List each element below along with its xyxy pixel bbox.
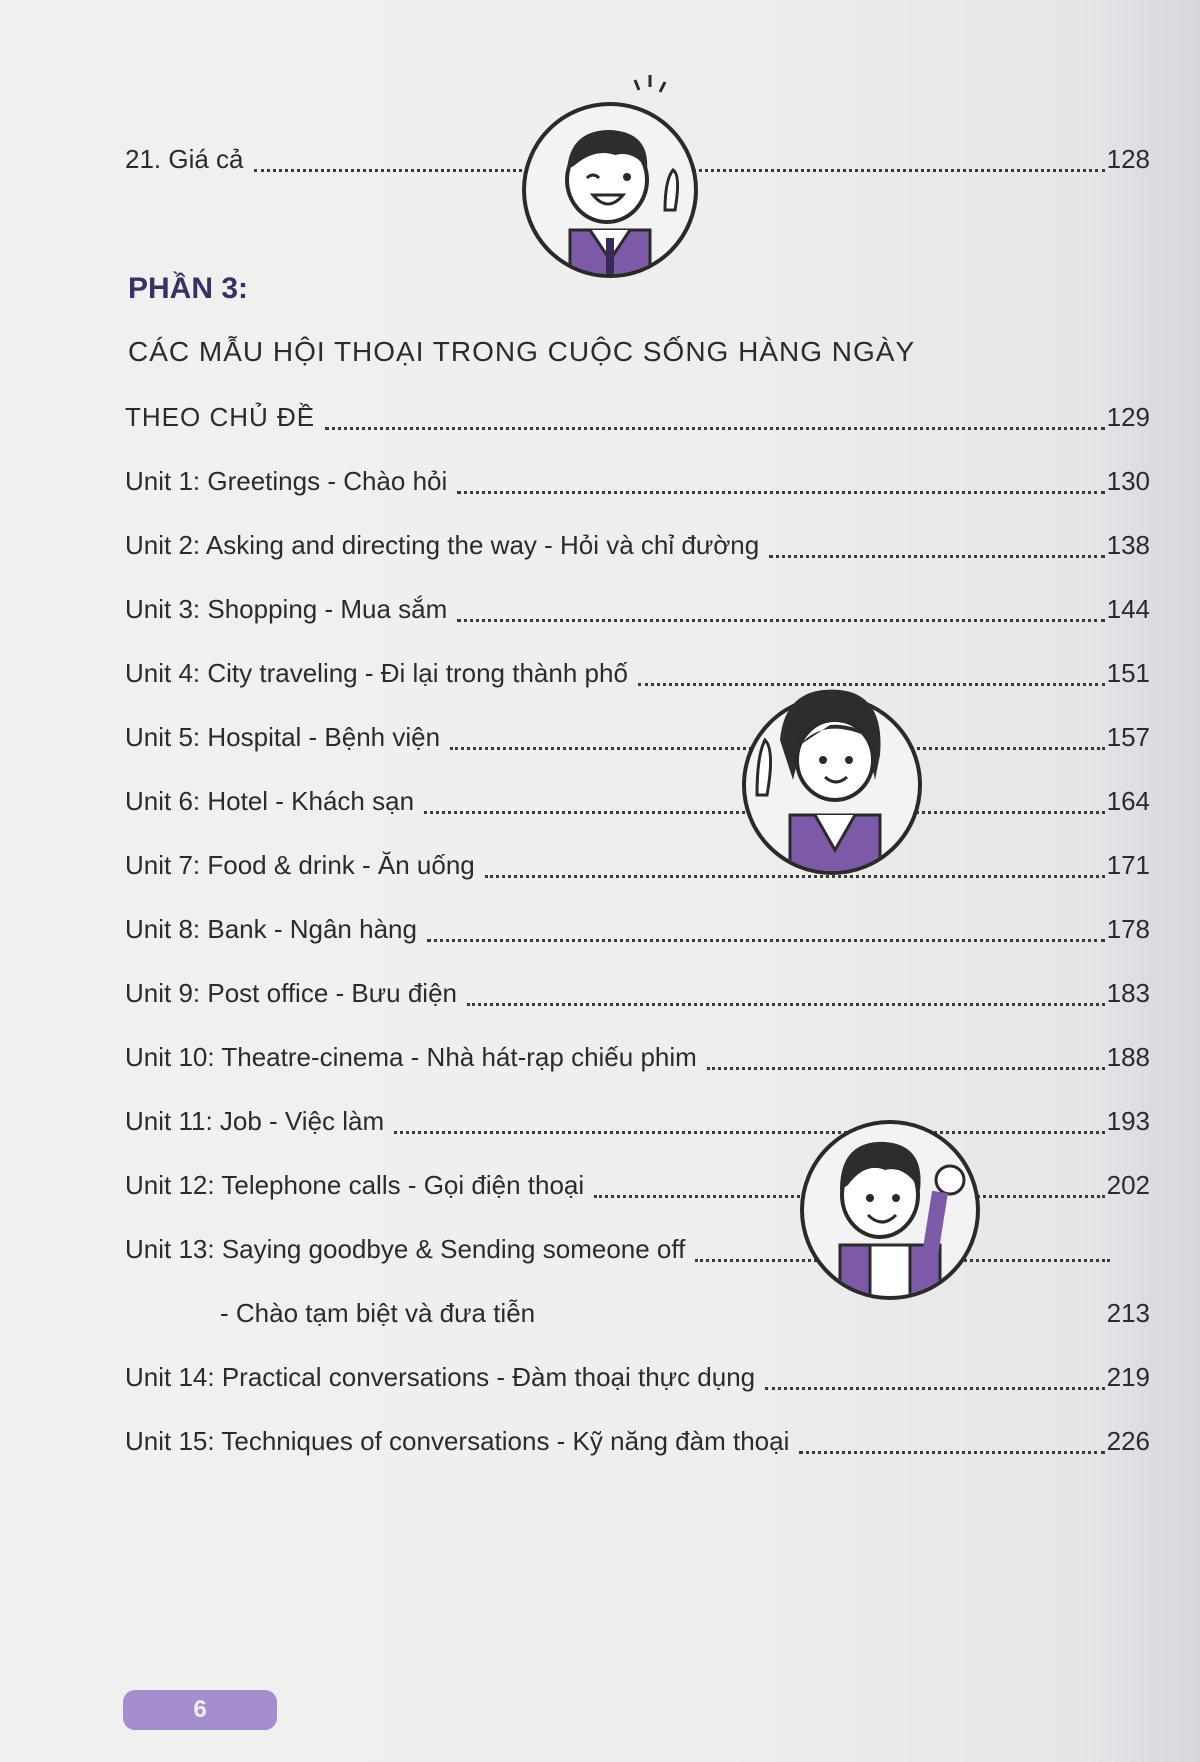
toc-row-unit-4: [125, 658, 1150, 698]
leader-dots: [325, 425, 1104, 430]
toc-title: Unit 9: Post office - Bưu điện: [125, 978, 457, 1008]
leader-dots: [457, 617, 1104, 622]
leader-dots: [765, 1385, 1104, 1390]
toc-page-number: 226: [1106, 1426, 1150, 1456]
toc-row-unit-5: [125, 722, 1150, 762]
leader-dots: [457, 489, 1104, 494]
leader-dots: [799, 1449, 1104, 1454]
toc-row-unit-12: [125, 1170, 1150, 1210]
toc-row-unit-1: [125, 466, 1150, 506]
toc-page-number: 144: [1106, 594, 1150, 624]
boy-winking-illustration: [515, 60, 715, 290]
page-number-tab: [123, 1690, 277, 1730]
leader-dots: [427, 937, 1105, 942]
toc-page-number: 188: [1106, 1042, 1150, 1072]
toc-page-number: 193: [1106, 1106, 1150, 1136]
toc-page-number: 183: [1106, 978, 1150, 1008]
toc-page-number: 151: [1106, 658, 1150, 688]
toc-title: Unit 15: Techniques of conversations - Kỹ năng đàm thoại: [125, 1426, 790, 1456]
section-subtitle: CÁC MẪU HỘI THOẠI TRONG CUỘC SỐNG HÀNG NGÀY: [128, 336, 916, 367]
toc-row-unit-15: [125, 1426, 1150, 1466]
toc-page-number: 202: [1106, 1170, 1150, 1200]
toc-page-number: 213: [1106, 1298, 1150, 1328]
page-number: 6: [193, 1696, 207, 1723]
toc-page-number: 219: [1106, 1362, 1150, 1392]
leader-dots: [467, 1001, 1105, 1006]
toc-page-number: 128: [1106, 144, 1150, 174]
toc-title: Unit 3: Shopping - Mua sắm: [125, 594, 448, 624]
toc-title: Unit 11: Job - Việc làm: [125, 1106, 385, 1136]
boy-cheering-illustration: [800, 1080, 990, 1320]
toc-page-number: 138: [1106, 530, 1150, 560]
toc-row-unit-7: [125, 850, 1150, 890]
toc-row-unit-3: [125, 594, 1150, 634]
toc-title-continuation: - Chào tạm biệt và đưa tiễn: [220, 1298, 536, 1328]
toc-title: THEO CHỦ ĐỀ: [125, 402, 316, 432]
toc-row-unit-9: [125, 978, 1150, 1018]
toc-title: Unit 10: Theatre-cinema - Nhà hát-rạp chiếu phim: [125, 1042, 697, 1072]
toc-page-number: 157: [1106, 722, 1150, 752]
toc-title: Unit 6: Hotel - Khách sạn: [125, 786, 415, 816]
toc-title: Unit 2: Asking and directing the way - Hỏi và chỉ đường: [125, 530, 760, 560]
girl-pointing-illustration: [735, 645, 925, 885]
toc-row-unit-11: [125, 1106, 1150, 1146]
toc-row-unit-10: [125, 1042, 1150, 1082]
toc-title: Unit 7: Food & drink - Ăn uống: [125, 850, 475, 880]
toc-row-unit-6: [125, 786, 1150, 826]
toc-row-unit-14: [125, 1362, 1150, 1402]
leader-dots: [394, 1129, 1104, 1134]
toc-page-number: 129: [1106, 402, 1150, 432]
toc-page-number: 164: [1106, 786, 1150, 816]
toc-page-number: 178: [1106, 914, 1150, 944]
leader-dots: [707, 1065, 1105, 1070]
toc-row-unit-8: [125, 914, 1150, 954]
toc-page-number: 171: [1106, 850, 1150, 880]
toc-title: Unit 8: Bank - Ngân hàng: [125, 914, 417, 944]
toc-row-unit-13-cont: [125, 1298, 1150, 1338]
toc-title: Unit 13: Saying goodbye & Sending someone off: [125, 1234, 686, 1264]
toc-row-unit-2: [125, 530, 1150, 570]
toc-title: Unit 1: Greetings - Chào hỏi: [125, 466, 448, 496]
section-heading: PHẦN 3:: [128, 272, 249, 305]
toc-title: Unit 12: Telephone calls - Gọi điện thoại: [125, 1170, 585, 1200]
leader-dots: [769, 553, 1104, 558]
toc-title: Unit 4: City traveling - Đi lại trong thành phố: [125, 658, 628, 688]
toc-row-section: [125, 402, 1150, 442]
toc-page-number: 130: [1106, 466, 1150, 496]
toc-title: Unit 14: Practical conversations - Đàm thoại thực dụng: [125, 1362, 756, 1392]
toc-title: 21. Giá cả: [125, 144, 244, 174]
toc-title: Unit 5: Hospital - Bệnh viện: [125, 722, 441, 752]
